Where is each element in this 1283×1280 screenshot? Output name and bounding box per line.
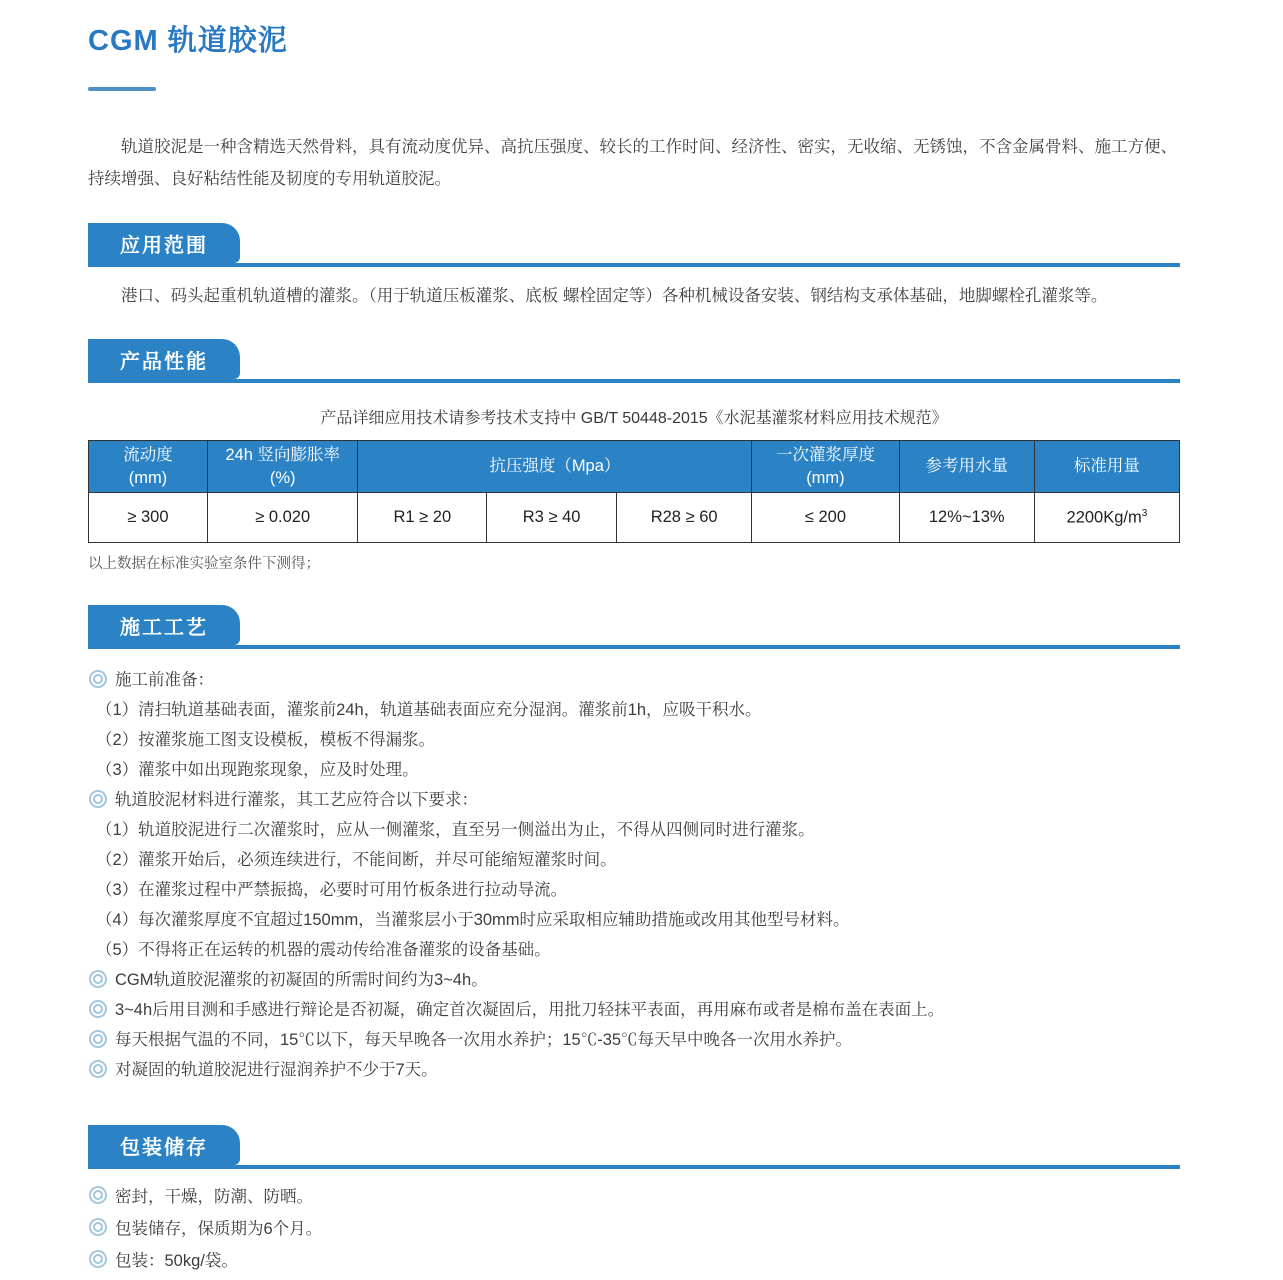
ring-bullet-icon — [93, 674, 103, 684]
ring-bullet-icon — [93, 1004, 103, 1014]
col-header-compressive: 抗压强度（Mpa） — [358, 441, 752, 493]
performance-table — [88, 440, 1180, 543]
list-item: 对凝固的轨道胶泥进行湿润养护不少于7天。 — [88, 1055, 1180, 1085]
ring-bullet-icon — [93, 1222, 103, 1232]
section-heading-application: 应用范围 — [88, 223, 240, 263]
cell-dosage: $2200Kg/m^3$ — [1034, 493, 1179, 543]
cell-water: 12%~13% — [899, 493, 1034, 543]
col-header-fluidity: 流动度 (mm) — [89, 441, 208, 493]
col-header-thickness: 一次灌浆厚度 (mm) — [752, 441, 899, 493]
cell-thickness: ≤ 200 — [752, 493, 899, 543]
process-list — [88, 665, 1180, 1085]
list-item: 每天根据气温的不同，15℃以下，每天早晚各一次用水养护；15℃-35℃每天早中晚各一次用水养护。 — [88, 1025, 1180, 1055]
table-footnote: 以上数据在标准实验室条件下测得； — [88, 556, 320, 572]
list-item: 密封，干燥，防潮、防晒。 — [88, 1181, 1180, 1213]
section-heading-process: 施工工艺 — [88, 605, 240, 645]
cell-r1: R1 ≥ 20 — [358, 493, 487, 543]
section-bar-packaging — [88, 1125, 1180, 1169]
title-underline — [88, 87, 156, 91]
list-item: （5）不得将正在运转的机器的震动传给准备灌浆的设备基础。 — [96, 941, 551, 959]
application-body: 港口、码头起重机轨道槽的灌浆。（用于轨道压板灌浆、底板 螺栓固定等）各种机械设备安装、钢结构支承体基础，地脚螺栓孔灌浆等。 — [121, 287, 1108, 305]
list-item: 3~4h后用目测和手感进行辩论是否初凝，确定首次凝固后，用批刀轻抹平表面，再用麻布或者是棉布盖在表面上。 — [88, 995, 1180, 1025]
list-item: （2）按灌浆施工图支设模板，模板不得漏浆。 — [96, 731, 436, 749]
ring-bullet-icon — [93, 1190, 103, 1200]
packaging-list — [88, 1181, 1180, 1277]
ring-bullet-icon — [93, 974, 103, 984]
section-bar-performance — [88, 339, 1180, 383]
list-item: 包装储存，保质期为6个月。 — [88, 1213, 1180, 1245]
col-header-dosage: 标准用量 — [1034, 441, 1179, 493]
table-data-row — [89, 493, 1180, 543]
page-title: CGM 轨道胶泥 — [88, 25, 288, 57]
list-item: （2）灌浆开始后，必须连续进行，不能间断，并尽可能缩短灌浆时间。 — [96, 851, 617, 869]
list-item: 轨道胶泥材料进行灌浆，其工艺应符合以下要求： — [88, 785, 1180, 815]
cell-fluidity: ≥ 300 — [89, 493, 208, 543]
performance-note: 产品详细应用技术请参考技术支持中 GB/T 50448-2015《水泥基灌浆材料应用技术规范》 — [320, 410, 948, 427]
ring-bullet-icon — [93, 1034, 103, 1044]
section-heading-performance: 产品性能 — [88, 339, 240, 379]
section-bar-process — [88, 605, 1180, 649]
col-header-expansion: 24h 竖向膨胀率 (%) — [207, 441, 358, 493]
col-header-water: 参考用水量 — [899, 441, 1034, 493]
cell-r28: R28 ≥ 60 — [617, 493, 752, 543]
list-item: 包装：50kg/袋。 — [88, 1245, 1180, 1277]
cell-r3: R3 ≥ 40 — [487, 493, 617, 543]
list-item: （3）在灌浆过程中严禁振捣，必要时可用竹板条进行拉动导流。 — [96, 881, 568, 899]
table-header-row — [89, 441, 1180, 493]
ring-bullet-icon — [93, 1064, 103, 1074]
cell-expansion: ≥ 0.020 — [207, 493, 358, 543]
section-heading-packaging: 包装储存 — [88, 1125, 240, 1165]
ring-bullet-icon — [93, 1254, 103, 1264]
ring-bullet-icon — [93, 794, 103, 804]
list-item: 施工前准备： — [88, 665, 1180, 695]
list-item: （3）灌浆中如出现跑浆现象，应及时处理。 — [96, 761, 419, 779]
list-item: CGM轨道胶泥灌浆的初凝固的所需时间约为3~4h。 — [88, 965, 1180, 995]
list-item: （1）轨道胶泥进行二次灌浆时，应从一侧灌浆，直至另一侧溢出为止，不得从四侧同时进行灌浆。 — [96, 821, 815, 839]
list-item: （4）每次灌浆厚度不宜超过150mm，当灌浆层小于30mm时应采取相应辅助措施或改用其他型号材料。 — [96, 911, 850, 929]
section-bar-application — [88, 223, 1180, 267]
list-item: （1）清扫轨道基础表面，灌浆前24h，轨道基础表面应充分湿润。灌浆前1h，应吸干积水。 — [96, 701, 762, 719]
intro-paragraph: 轨道胶泥是一种含精选天然骨料，具有流动度优异、高抗压强度、较长的工作时间、经济性、密实，无收缩、无锈蚀，不含金属骨料、施工方便、持续增强、良好粘结性能及韧度的专用轨道胶泥。 — [88, 138, 1177, 188]
